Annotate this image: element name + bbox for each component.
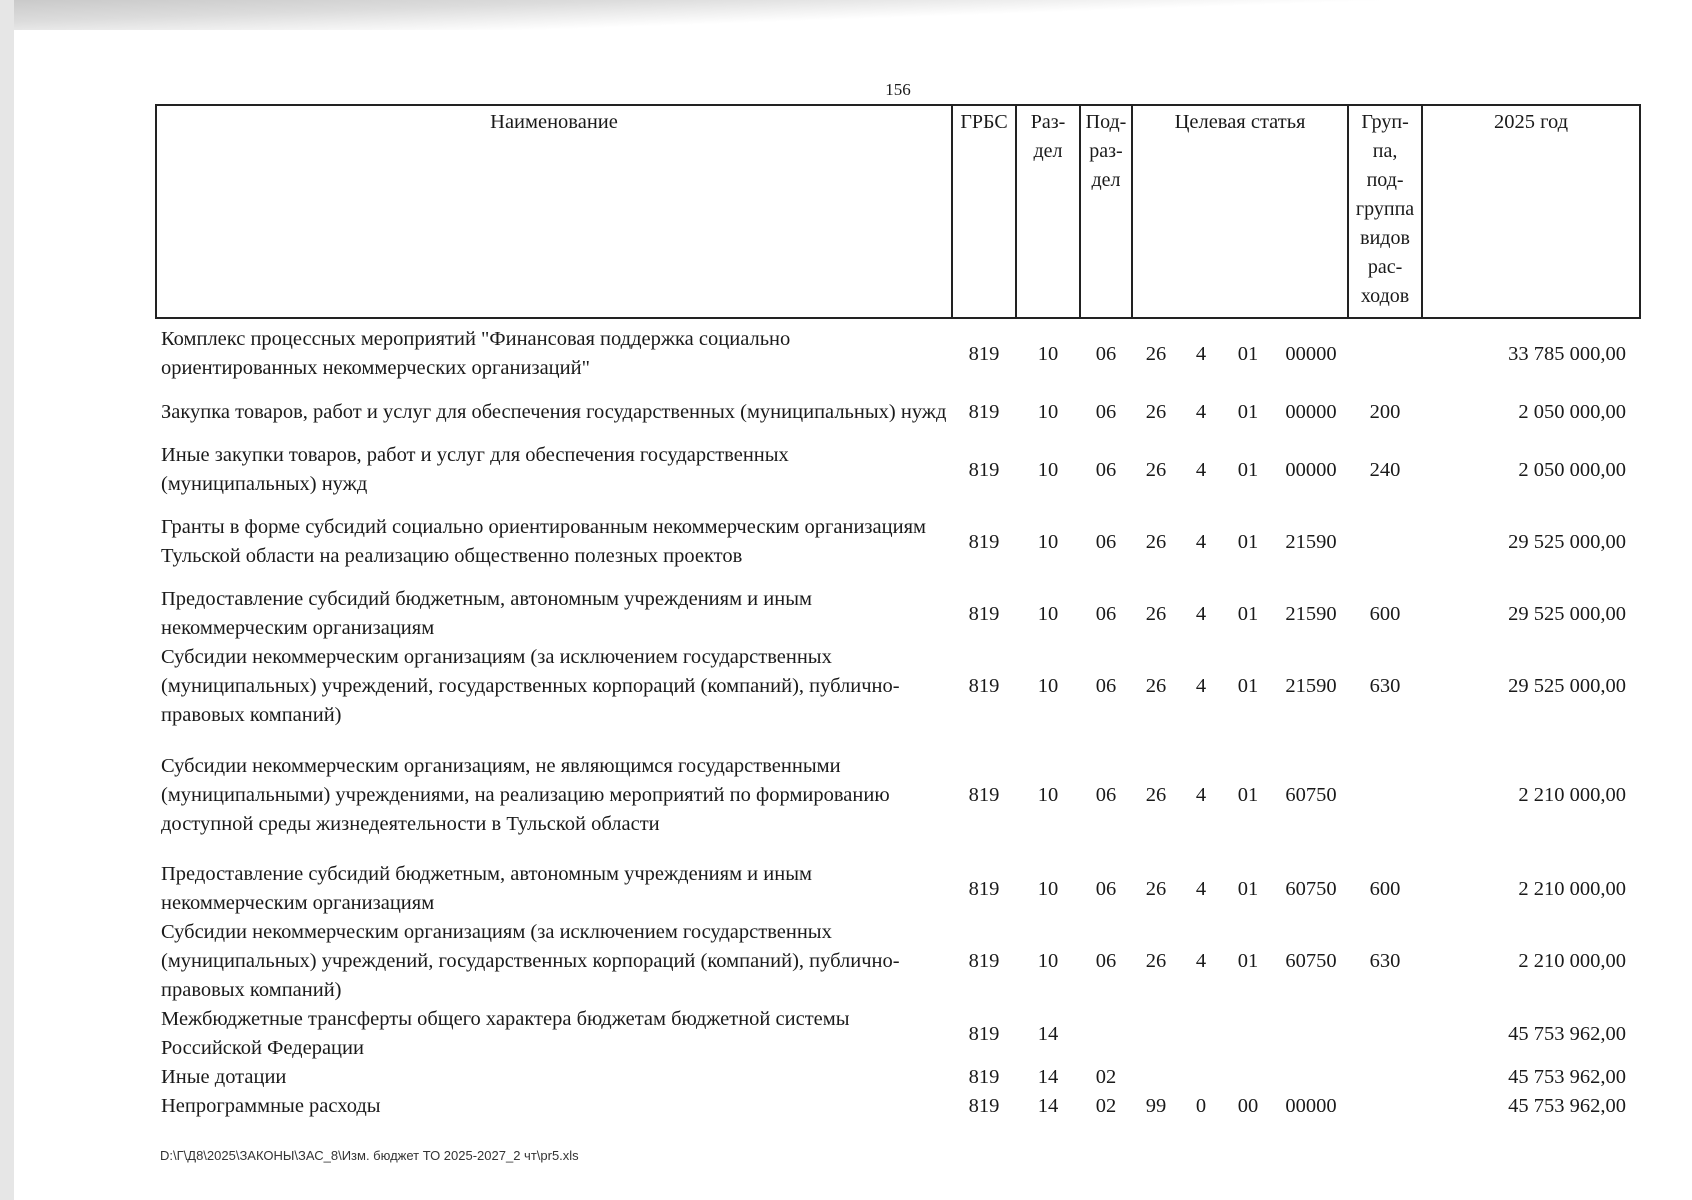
expense-group-cell: [1348, 1063, 1422, 1092]
table-row: [156, 918, 1640, 1005]
expense-group-cell: 600: [1369, 877, 1401, 900]
target-program-cell: 26: [1145, 783, 1167, 806]
target-program-cell: 26: [1145, 458, 1167, 481]
scan-shadow-left: [0, 0, 14, 1200]
row-name: Субсидии некоммерческим организациям, не являющимся государственными (муниципальными) учреждениями, на реализацию мероприятий по формированию доступной среды жизнедеятельности в Тульской области: [161, 754, 890, 835]
expense-group-cell: 600: [1369, 602, 1401, 625]
target-program-cell: 26: [1145, 530, 1167, 553]
row-name: Комплекс процессных мероприятий "Финансовая поддержка социально ориентированных некоммерческих организаций": [161, 328, 791, 379]
razdel-cell: 10: [1037, 458, 1059, 481]
podrazdel-cell: 02: [1095, 1066, 1117, 1088]
row-name: Иные закупки товаров, работ и услуг для обеспечения государственных (муниципальных) нужд: [161, 444, 789, 495]
header-expense-group: Груп- па, под- группа видов рас- ходов: [1348, 105, 1422, 318]
target-type-cell: [1180, 1005, 1222, 1063]
row-name: Непрограммные расходы: [161, 1095, 381, 1117]
podrazdel-cell: [1080, 1005, 1132, 1063]
target-program-cell: 26: [1145, 342, 1167, 365]
amount-cell: 2 050 000,00: [1518, 400, 1627, 423]
table-row: [156, 383, 1640, 441]
expense-group-cell: 240: [1369, 458, 1401, 481]
row-name: Гранты в форме субсидий социально ориентированным некоммерческим организациям Тульской области на реализацию общественно полезных проектов: [161, 516, 926, 567]
amount-cell: 45 753 962,00: [1508, 1095, 1627, 1117]
expense-group-cell: [1348, 499, 1422, 585]
grbs-cell: 819: [968, 877, 1000, 900]
target-program-cell: 26: [1145, 602, 1167, 625]
target-subprogram-cell: [1222, 1005, 1274, 1063]
table-row: [156, 318, 1640, 383]
podrazdel-cell: 06: [1095, 458, 1117, 481]
razdel-cell: 10: [1037, 783, 1059, 806]
grbs-cell: 819: [968, 1095, 1000, 1117]
header-razdel: Раз- дел: [1016, 105, 1080, 318]
target-direction-cell: 60750: [1285, 877, 1337, 900]
podrazdel-cell: 06: [1095, 602, 1117, 625]
podrazdel-cell: 06: [1095, 877, 1117, 900]
target-direction-cell: 00000: [1285, 1095, 1337, 1117]
row-name: Закупка товаров, работ и услуг для обеспечения государственных (муниципальных) нужд: [161, 400, 947, 423]
row-name: Иные дотации: [161, 1066, 287, 1088]
table-row: [156, 1063, 1640, 1092]
target-direction-cell: 00000: [1285, 342, 1337, 365]
amount-cell: 29 525 000,00: [1508, 675, 1627, 697]
target-type-cell: 4: [1195, 950, 1207, 972]
target-direction-cell: 21590: [1285, 675, 1337, 697]
table-header: [156, 105, 1640, 318]
header-row: [156, 105, 1640, 318]
target-direction-cell: 00000: [1285, 458, 1337, 481]
razdel-cell: 14: [1037, 1022, 1059, 1045]
target-type-cell: 4: [1195, 675, 1207, 697]
target-subprogram-cell: 01: [1237, 950, 1259, 972]
table-row: [156, 1092, 1640, 1121]
target-subprogram-cell: 01: [1237, 400, 1259, 423]
page-number: 156: [885, 80, 911, 99]
header-podrazdel: Под- раз- дел: [1080, 105, 1132, 318]
amount-cell: 45 753 962,00: [1508, 1066, 1627, 1088]
grbs-cell: 819: [968, 675, 1000, 697]
table-row: [156, 441, 1640, 499]
target-subprogram-cell: 01: [1237, 458, 1259, 481]
target-subprogram-cell: 00: [1237, 1095, 1259, 1117]
header-grbs: ГРБС: [952, 105, 1016, 318]
table-row: [156, 730, 1640, 846]
footer-file-path: D:\Г\Д8\2025\ЗАКОНЫ\ЗАС_8\Изм. бюджет ТО 2025-2027_2 чт\pr5.xls: [160, 1148, 579, 1163]
table-row: [156, 499, 1640, 585]
razdel-cell: 10: [1037, 342, 1059, 365]
expense-group-cell: 630: [1369, 950, 1401, 972]
target-direction-cell: [1274, 1005, 1348, 1063]
target-direction-cell: 21590: [1285, 530, 1337, 553]
target-subprogram-cell: 01: [1237, 877, 1259, 900]
target-subprogram-cell: 01: [1237, 342, 1259, 365]
podrazdel-cell: 06: [1095, 783, 1117, 806]
header-target-article: Целевая статья: [1132, 105, 1348, 318]
target-subprogram-cell: [1222, 1063, 1274, 1092]
grbs-cell: 819: [968, 458, 1000, 481]
row-name: Предоставление субсидий бюджетным, автономным учреждениям и иным некоммерческим организациям: [161, 863, 812, 914]
podrazdel-cell: 06: [1095, 675, 1117, 697]
amount-cell: 2 210 000,00: [1518, 877, 1627, 900]
row-name: Субсидии некоммерческим организациям (за исключением государственных (муниципальных) учреждений, государственных корпораций (компаний), публично-правовых компаний): [161, 646, 900, 726]
target-type-cell: 4: [1195, 458, 1207, 481]
razdel-cell: 10: [1037, 602, 1059, 625]
razdel-cell: 10: [1037, 877, 1059, 900]
expense-group-cell: 200: [1369, 400, 1401, 423]
target-direction-cell: 60750: [1285, 950, 1337, 972]
amount-cell: 2 050 000,00: [1518, 458, 1627, 481]
grbs-cell: 819: [968, 342, 1000, 365]
amount-cell: 2 210 000,00: [1518, 950, 1627, 972]
target-subprogram-cell: 01: [1237, 530, 1259, 553]
razdel-cell: 10: [1037, 400, 1059, 423]
grbs-cell: 819: [968, 400, 1000, 423]
amount-cell: 45 753 962,00: [1508, 1022, 1627, 1045]
target-type-cell: 4: [1195, 783, 1207, 806]
podrazdel-cell: 06: [1095, 530, 1117, 553]
target-program-cell: 26: [1145, 950, 1167, 972]
podrazdel-cell: 06: [1095, 342, 1117, 365]
grbs-cell: 819: [968, 530, 1000, 553]
razdel-cell: 10: [1037, 950, 1059, 972]
expense-group-cell: [1348, 318, 1422, 383]
target-direction-cell: 60750: [1285, 783, 1337, 806]
razdel-cell: 10: [1037, 530, 1059, 553]
target-direction-cell: 00000: [1285, 400, 1337, 423]
target-direction-cell: 21590: [1285, 602, 1337, 625]
amount-cell: 33 785 000,00: [1508, 342, 1627, 365]
target-program-cell: [1132, 1063, 1180, 1092]
podrazdel-cell: 06: [1095, 950, 1117, 972]
target-type-cell: [1180, 1063, 1222, 1092]
grbs-cell: 819: [968, 950, 1000, 972]
row-name: Субсидии некоммерческим организациям (за исключением государственных (муниципальных) учреждений, государственных корпораций (компаний), публично-правовых компаний): [161, 921, 900, 1001]
grbs-cell: 819: [968, 602, 1000, 625]
target-subprogram-cell: 01: [1237, 602, 1259, 625]
table-row: [156, 643, 1640, 730]
amount-cell: 29 525 000,00: [1508, 530, 1627, 553]
target-program-cell: [1132, 1005, 1180, 1063]
budget-table: [155, 104, 1641, 1121]
amount-cell: 29 525 000,00: [1508, 602, 1627, 625]
grbs-cell: 819: [968, 1022, 1000, 1045]
target-type-cell: 4: [1195, 400, 1207, 423]
expense-group-cell: [1348, 1092, 1422, 1121]
table-body: [156, 318, 1640, 1121]
podrazdel-cell: 06: [1095, 400, 1117, 423]
target-type-cell: 4: [1195, 342, 1207, 365]
target-program-cell: 99: [1145, 1095, 1167, 1117]
expense-group-cell: [1348, 1005, 1422, 1063]
grbs-cell: 819: [968, 783, 1000, 806]
target-type-cell: 0: [1195, 1095, 1207, 1117]
budget-table-container: [155, 104, 1639, 1121]
target-type-cell: 4: [1195, 602, 1207, 625]
expense-group-cell: [1348, 730, 1422, 846]
target-program-cell: 26: [1145, 675, 1167, 697]
podrazdel-cell: 02: [1095, 1095, 1117, 1117]
expense-group-cell: 630: [1369, 675, 1401, 697]
header-name: Наименование: [156, 105, 952, 318]
table-row: [156, 585, 1640, 643]
row-name: Предоставление субсидий бюджетным, автономным учреждениям и иным некоммерческим организациям: [161, 588, 812, 639]
target-direction-cell: [1274, 1063, 1348, 1092]
target-type-cell: 4: [1195, 877, 1207, 900]
target-subprogram-cell: 01: [1237, 783, 1259, 806]
table-row: [156, 846, 1640, 918]
target-program-cell: 26: [1145, 877, 1167, 900]
razdel-cell: 10: [1037, 675, 1059, 697]
grbs-cell: 819: [968, 1066, 1000, 1088]
target-type-cell: 4: [1195, 530, 1207, 553]
razdel-cell: 14: [1037, 1066, 1059, 1088]
row-name: Межбюджетные трансферты общего характера бюджетам бюджетной системы Российской Федерации: [161, 1008, 850, 1059]
target-program-cell: 26: [1145, 400, 1167, 423]
table-row: [156, 1005, 1640, 1063]
razdel-cell: 14: [1037, 1095, 1059, 1117]
amount-cell: 2 210 000,00: [1518, 783, 1627, 806]
header-year-2025: 2025 год: [1422, 105, 1640, 318]
scan-shadow-top: [0, 0, 1692, 30]
target-subprogram-cell: 01: [1237, 675, 1259, 697]
